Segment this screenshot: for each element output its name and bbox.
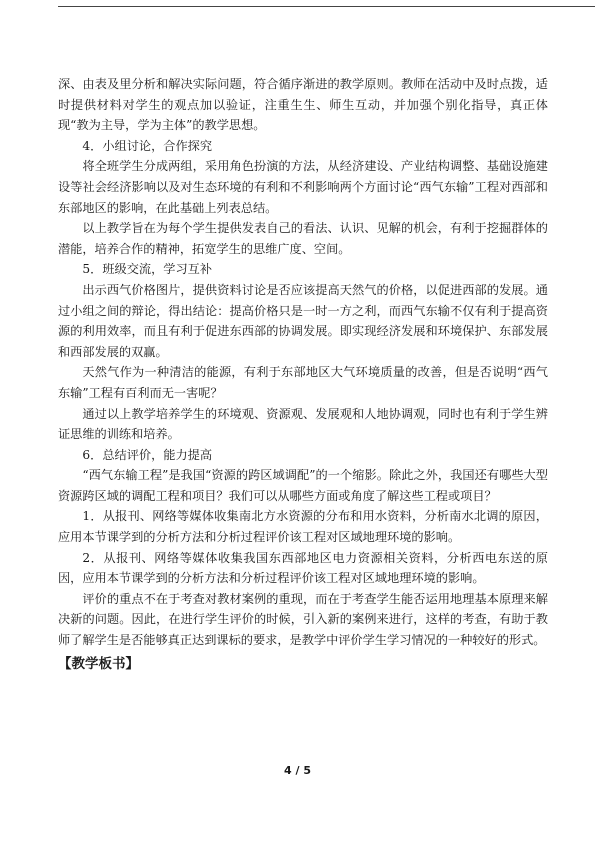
header-rule	[58, 6, 595, 7]
heading-group-discussion: 4．小组讨论，合作探究	[82, 138, 213, 153]
paragraph-continuation: 深、由表及里分析和解决实际问题，符合循序渐进的教学原则。教师在活动中及时点拨，适时提供材料对学生的观点加以验证，注重生生、师生互动，并加强个别化指导，真正体现“教为主导，学为主体”的教学思想。	[58, 77, 548, 133]
section-heading-blackboard: 【教学板书】	[58, 655, 139, 672]
paragraph-outlook: 通过以上教学培养学生的环境观、资源观、发展观和人地协调观，同时也有利于学生辨证思维的训练和培养。	[58, 406, 548, 442]
paragraph-evaluation-focus: 评价的重点不在于考查对教材案例的重现，而在于考查学生能否运用地理基本原理来解决新的问题。因此，在进行学生评价的时候，引入新的案例来进行，这样的考查，有助于教师了解学生是否能够真正达到课标的要求，是教学中评价学生学习情况的一种较好的形式。	[58, 591, 548, 648]
paragraph-resource-allocation: “西气东输工程”是我国“资源的跨区域调配”的一个缩影。除此之外，我国还有哪些大型资源跨区域的调配工程和项目？我们可以从哪些方面或角度了解这些工程或项目？	[58, 468, 548, 503]
paragraph-role-play: 将全班学生分成两组，采用角色扮演的方法，从经济建设、产业结构调整、基础设施建设等社会经济影响以及对生态环境的有利和不利影响两个方面讨论“西气东输”工程对西部和东部地区的影响，在此基础上列表总结。	[58, 159, 548, 215]
heading-summary-evaluation: 6．总结评价，能力提高	[82, 447, 213, 462]
heading-class-exchange: 5．班级交流，学习互补	[82, 262, 213, 277]
paragraph-teaching-aim: 以上教学旨在为每个学生提供发表自己的看法、认识、见解的机会，有利于挖掘群体的潜能，培养合作的精神，拓宽学生的思维广度、空间。	[58, 221, 548, 256]
document-body	[58, 74, 548, 675]
page-number: 4 / 5	[284, 764, 311, 777]
list-item-west-east-power: 2．从报刊、网络等媒体收集我国东西部地区电力资源相关资料，分析西电东送的原因，应用本节课学到的分析方法和分析过程评价该工程对区域地理环境的影响。	[58, 550, 548, 586]
paragraph-gas-price: 出示西气价格图片，提供资料讨论是否应该提高天然气的价格，以促进西部的发展。通过小组之间的辩论，得出结论：提高价格只是一时一方之利，而西气东输不仅有利于提高资源的利用效率，而且有利于促进东西部的协调发展。即实现经济发展和环境保护、东部发展和西部发展的双赢。	[58, 282, 548, 359]
list-item-south-north-water: 1．从报刊、网络等媒体收集南北方水资源的分布和用水资料，分析南水北调的原因，应用本节课学到的分析方法和分析过程评价该工程对区域地理环境的影响。	[58, 509, 548, 545]
paragraph-clean-energy: 天然气作为一种清洁的能源，有利于东部地区大气环境质量的改善，但是否说明“西气东输”工程有百利而无一害呢？	[58, 365, 548, 400]
